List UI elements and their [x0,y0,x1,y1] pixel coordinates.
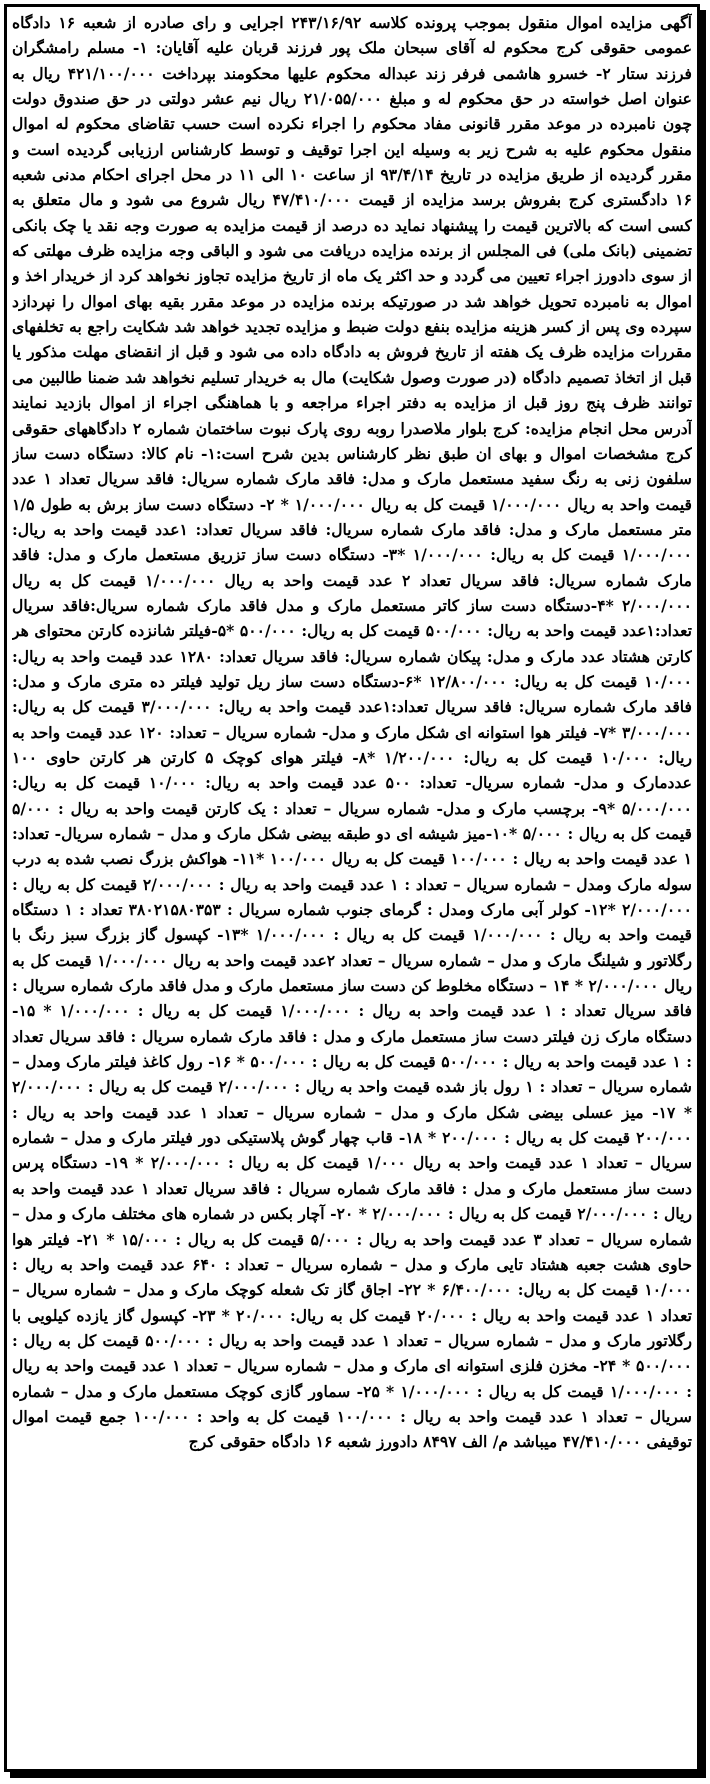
notice-body: آگهی مزایده اموال منقول بموجب پرونده کلاسه ۲۴۳/۱۶/۹۲ اجرایی و رای صادره از شعبه ۱۶ دادگاه عمومی حقوقی کرج محکوم له آقای سبحان ملک پور فرزند قربان علیه آقایان: ۱- مسلم رامشگران فرزند ستار ۲- خسرو هاشمی فرفر زند عبداله محکوم علیها محکومند بپرداخت ۴۲۱/۱۰۰/۰۰۰ ریال به عنوان اصل خواسته در حق محکوم له و مبلغ ۲۱/۰۵۵/۰۰۰ ریال نیم عشر دولتی در حق صندوق دولت چون نامبرده در موعد مقرر قانونی مفاد محکوم را اجراء نکرده است حسب تقاضای محکوم له اموال منقول محکوم علیه به شرح زیر به وسیله این اجرا توقیف و توسط کارشناس ارزیابی گردیده است و مقرر گردیده از طریق مزایده در تاریخ ۹۳/۴/۱۴ از ساعت ۱۰ الی ۱۱ در محل اجرای احکام مدنی شعبه ۱۶ دادگستری کرج بفروش برسد مزایده از قیمت ۴۷/۴۱۰/۰۰۰ ریال شروع می شود و مال متعلق به کسی است که بالاترین قیمت را پیشنهاد نماید ده درصد از قیمت مزایده به صورت وجه نقد یا چک بانکی تضمینی (بانک ملی) فی المجلس از برنده مزایده دریافت می شود و الباقی وجه مزایده ظرف مهلتی که از سوی دادورز اجراء تعیین می گردد و حد اکثر یک ماه از تاریخ مزایده تجاوز نخواهد کرد از خریدار اخذ و اموال به نامبرده تحویل خواهد شد در صورتیکه برنده مزایده در موعد مقرر بقیه بهای اموال را نپردازد سپرده وی پس از کسر هزینه مزایده بنفع دولت ضبط و مزایده تجدید خواهد شد شکایت راجع به تخلفهای مقررات مزایده ظرف یک هفته از تاریخ فروش به دادگاه داده می شود و قبل از انقضای مهلت مذکور یا قبل از اتخاذ تصمیم دادگاه (در صورت وصول شکایت) مال به خریدار تسلیم نخواهد شد ضمنا طالبین می توانند ظرف پنج روز قبل از مزایده به دفتر اجراء مراجعه و با هماهنگی اجراء از اموال بازدید نمایند آدرس محل انجام مزایده: کرج بلوار ملاصدرا روبه روی پارک نبوت ساختمان شماره ۲ دادگاههای حقوقی کرج مشخصات اموال و بهای ان طبق نظر کارشناس بدین شرح است:۱- نام کالا: دستگاه دست ساز سلفون زنی به رنگ سفید مستعمل مارک و مدل: فاقد مارک شماره سریال: فاقد سریال تعداد ۱ عدد قیمت واحد به ریال ۱/۰۰۰/۰۰۰ قیمت کل به ریال ۱/۰۰۰/۰۰۰ * ۲- دستگاه دست ساز برش به طول ۱/۵ متر مستعمل مارک و مدل: فاقد مارک شماره سریال: فاقد سریال تعداد: ۱عدد قیمت واحد به ریال: ۱/۰۰۰/۰۰۰ قیمت کل به ریال: ۱/۰۰۰/۰۰۰ *۳- دستگاه دست ساز تزریق مستعمل مارک و مدل: فاقد مارک شماره سریال: فاقد سریال تعداد ۲ عدد قیمت واحد به ریال ۱/۰۰۰/۰۰۰ قیمت کل به ریال ۲/۰۰۰/۰۰۰ *۴-دستگاه دست ساز کاتر مستعمل مارک و مدل فاقد مارک شماره سریال:فاقد سریال تعداد:۱عدد قیمت واحد به ریال: ۵۰۰/۰۰۰ قیمت کل به ریال: ۵۰۰/۰۰۰ *۵-فیلتر شانزده کارتن محتوای هر کارتن هشتاد عدد مارک و مدل: پیکان شماره سریال: فاقد سریال تعداد: ۱۲۸۰ عدد قیمت واحد به ریال: ۱۰/۰۰۰ قیمت کل به ریال: ۱۲/۸۰۰/۰۰۰ *۶-دستگاه دست ساز ریل تولید فیلتر ده متری مارک و مدل: فاقد مارک شماره سریال: فاقد سریال تعداد:۱عدد قیمت واحد به ریال: ۳/۰۰۰/۰۰۰ قیمت کل به ریال: ۳/۰۰۰/۰۰۰ *۷- فیلتر هوا استوانه ای شکل مارک و مدل- شماره سریال – تعداد: ۱۲۰ عدد قیمت واحد به ریال: ۱۰/۰۰۰ قیمت کل به ریال: ۱/۲۰۰/۰۰۰ *۸- فیلتر هوای کوچک ۵ کارتن هر کارتن حاوی ۱۰۰ عددمارک و مدل- شماره سریال- تعداد: ۵۰۰ عدد قیمت واحد به ریال: ۱۰/۰۰۰ قیمت کل به ریال: ۵/۰۰۰/۰۰۰ *۹- برچسب مارک و مدل- شماره سریال – تعداد : یک کارتن قیمت واحد به ریال : ۵/۰۰۰ قیمت کل به ریال : ۵/۰۰۰ *۱۰-میز شیشه ای دو طبقه بیضی شکل مارک و مدل – شماره سریال- تعداد: ۱ عدد قیمت واحد به ریال : ۱۰۰/۰۰۰ قیمت کل به ریال ۱۰۰/۰۰۰ *۱۱- هواکش بزرگ نصب شده به درب سوله مارک ومدل – شماره سریال – تعداد : ۱ عدد قیمت واحد به ریال : ۲/۰۰۰/۰۰۰ قیمت کل به ریال : ۲/۰۰۰/۰۰۰ *۱۲- کولر آبی مارک ومدل : گرمای جنوب شماره سریال : ۳۸۰۲۱۵۸۰۳۵۳ تعداد : ۱ دستگاه قیمت واحد به ریال : ۱/۰۰۰/۰۰۰ قیمت کل به ریال : ۱/۰۰۰/۰۰۰ *۱۳- کپسول گاز بزرگ سبز رنگ با رگلاتور و شیلنگ مارک و مدل – شماره سریال – تعداد ۲عدد قیمت واحد به ریال ۱/۰۰۰/۰۰۰ قیمت کل به ریال ۲/۰۰۰/۰۰۰ * ۱۴ – دستگاه مخلوط کن دست ساز مستعمل مارک و مدل فاقد مارک شماره سریال : فاقد سریال تعداد : ۱ عدد قیمت واحد به ریال : ۱/۰۰۰/۰۰۰ قیمت کل به ریال : ۱/۰۰۰/۰۰۰ * ۱۵- دستگاه مارک زن فیلتر دست ساز مستعمل مارک و مدل : فاقد مارک شماره سریال : فاقد سریال تعداد : ۱ عدد قیمت واحد به ریال : ۵۰۰/۰۰۰ قیمت کل به ریال : ۵۰۰/۰۰۰ * ۱۶- رول کاغذ فیلتر مارک ومدل – شماره سریال – تعداد : ۱ رول باز شده قیمت واحد به ریال : ۲/۰۰۰/۰۰۰ قیمت کل به ریال : ۲/۰۰۰/۰۰۰ * ۱۷- میز عسلی بیضی شکل مارک و مدل – شماره سریال – تعداد ۱ عدد قیمت واحد به ریال : ۲۰۰/۰۰۰ قیمت کل به ریال : ۲۰۰/۰۰۰ * ۱۸- قاب چهار گوش پلاستیکی دور فیلتر مارک و مدل – شماره سریال – تعداد ۱ عدد قیمت واحد به ریال ۱/۰۰۰ قیمت کل به ریال : ۲/۰۰۰/۰۰۰ * ۱۹- دستگاه پرس دست ساز مستعمل مارک و مدل : فاقد مارک شماره سریال : فاقد سریال تعداد ۱ عدد قیمت واحد به ریال : ۲/۰۰۰/۰۰۰ قیمت کل به ریال : ۲/۰۰۰/۰۰۰ * ۲۰- آچار بکس در شماره های مختلف مارک و مدل – شماره سریال – تعداد ۳ عدد قیمت واحد به ریال : ۵/۰۰۰ قیمت کل به ریال : ۱۵/۰۰۰ * ۲۱- فیلتر هوا حاوی هشت جعبه هشتاد تایی مارک و مدل – شماره سریال – تعداد : ۶۴۰ عدد قیمت واحد به ریال : ۱۰/۰۰۰ قیمت کل به ریال: ۶/۴۰۰/۰۰۰ * ۲۲- اجاق گاز تک شعله کوچک مارک و مدل – شماره سریال – تعداد ۱ عدد قیمت واحد به ریال : ۲۰/۰۰۰ قیمت کل به ریال: ۲۰/۰۰۰ * ۲۳- کپسول گاز یازده کیلویی با رگلاتور مارک و مدل – شماره سریال – تعداد ۱ عدد قیمت واحد به ریال : ۵۰۰/۰۰۰ قیمت کل به ریال : ۵۰۰/۰۰۰ * ۲۴- مخزن فلزی استوانه ای مارک و مدل – شماره سریال – تعداد ۱ عدد قیمت واحد به ریال : ۱/۰۰۰/۰۰۰ قیمت کل به ریال : ۱/۰۰۰/۰۰۰ * ۲۵- سماور گازی کوچک مستعمل مارک و مدل – شماره سریال – تعداد ۱ عدد قیمت واحد به ریال : ۱۰۰/۰۰۰ قیمت کل به واحد : ۱۰۰/۰۰۰ جمع قیمت اموال توقیفی ۴۷/۴۱۰/۰۰۰ میباشد م/ الف ۸۴۹۷ دادورز شعبه ۱۶ دادگاه حقوقی کرج [12,13,692,1452]
frame-shadow-right [700,10,706,1778]
auction-notice [12,10,692,1762]
frame-shadow-bottom [10,1772,706,1778]
